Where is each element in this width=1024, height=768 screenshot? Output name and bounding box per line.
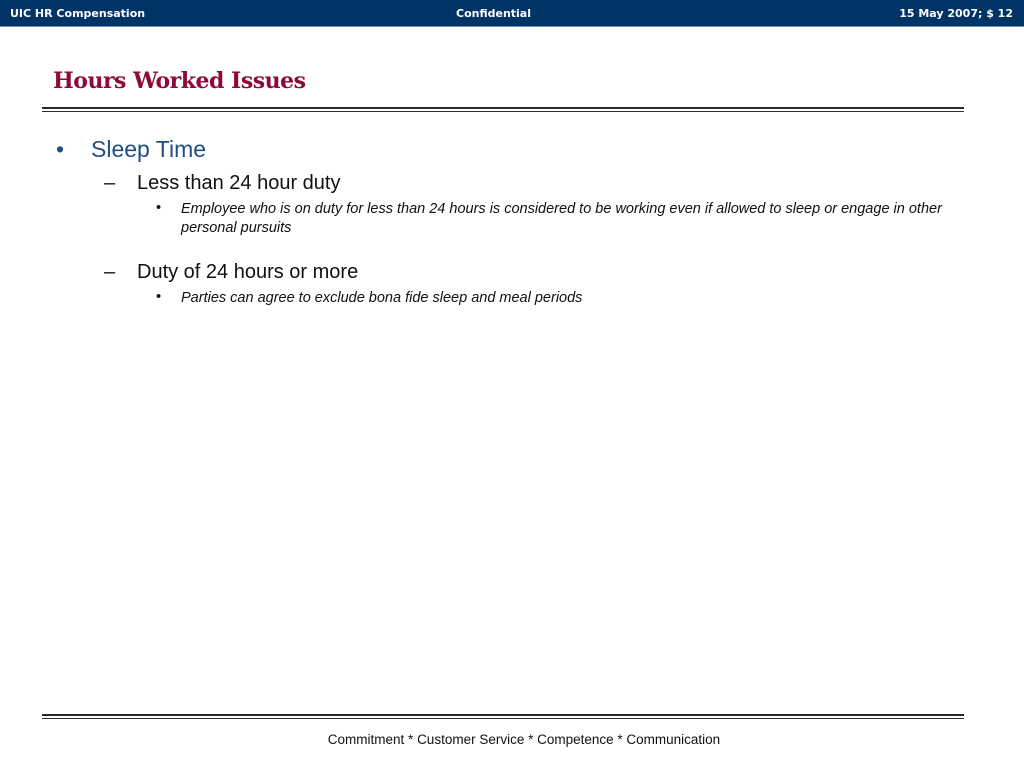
dash-marker: – [104,261,116,283]
dash-marker: – [104,172,116,194]
subitem-text: Less than 24 hour duty [137,172,341,194]
title-divider [42,107,964,112]
header-confidential-label: Confidential [456,7,532,20]
header-date-slide-number: 15 May 2007; $ 12 [899,7,1013,20]
footer-tagline: Commitment * Customer Service * Competence * Communication [327,732,721,747]
bullet-marker: • [156,289,162,305]
point-text: Employee who is on duty for less than 24 hours is considered to be working even if allowed to sleep or engage in other personal pursuits [181,201,942,236]
header-bar [0,0,1024,27]
bullet-marker: • [56,136,65,162]
slide-title: Hours Worked Issues [53,68,306,94]
subitem-text: Duty of 24 hours or more [137,261,359,283]
footer-divider [42,714,964,719]
header-org-name: UIC HR Compensation [10,7,146,20]
bullet-text: Sleep Time [91,136,207,162]
bullet-marker: • [156,200,162,216]
point-text: Parties can agree to exclude bona fide sleep and meal periods [181,290,583,306]
